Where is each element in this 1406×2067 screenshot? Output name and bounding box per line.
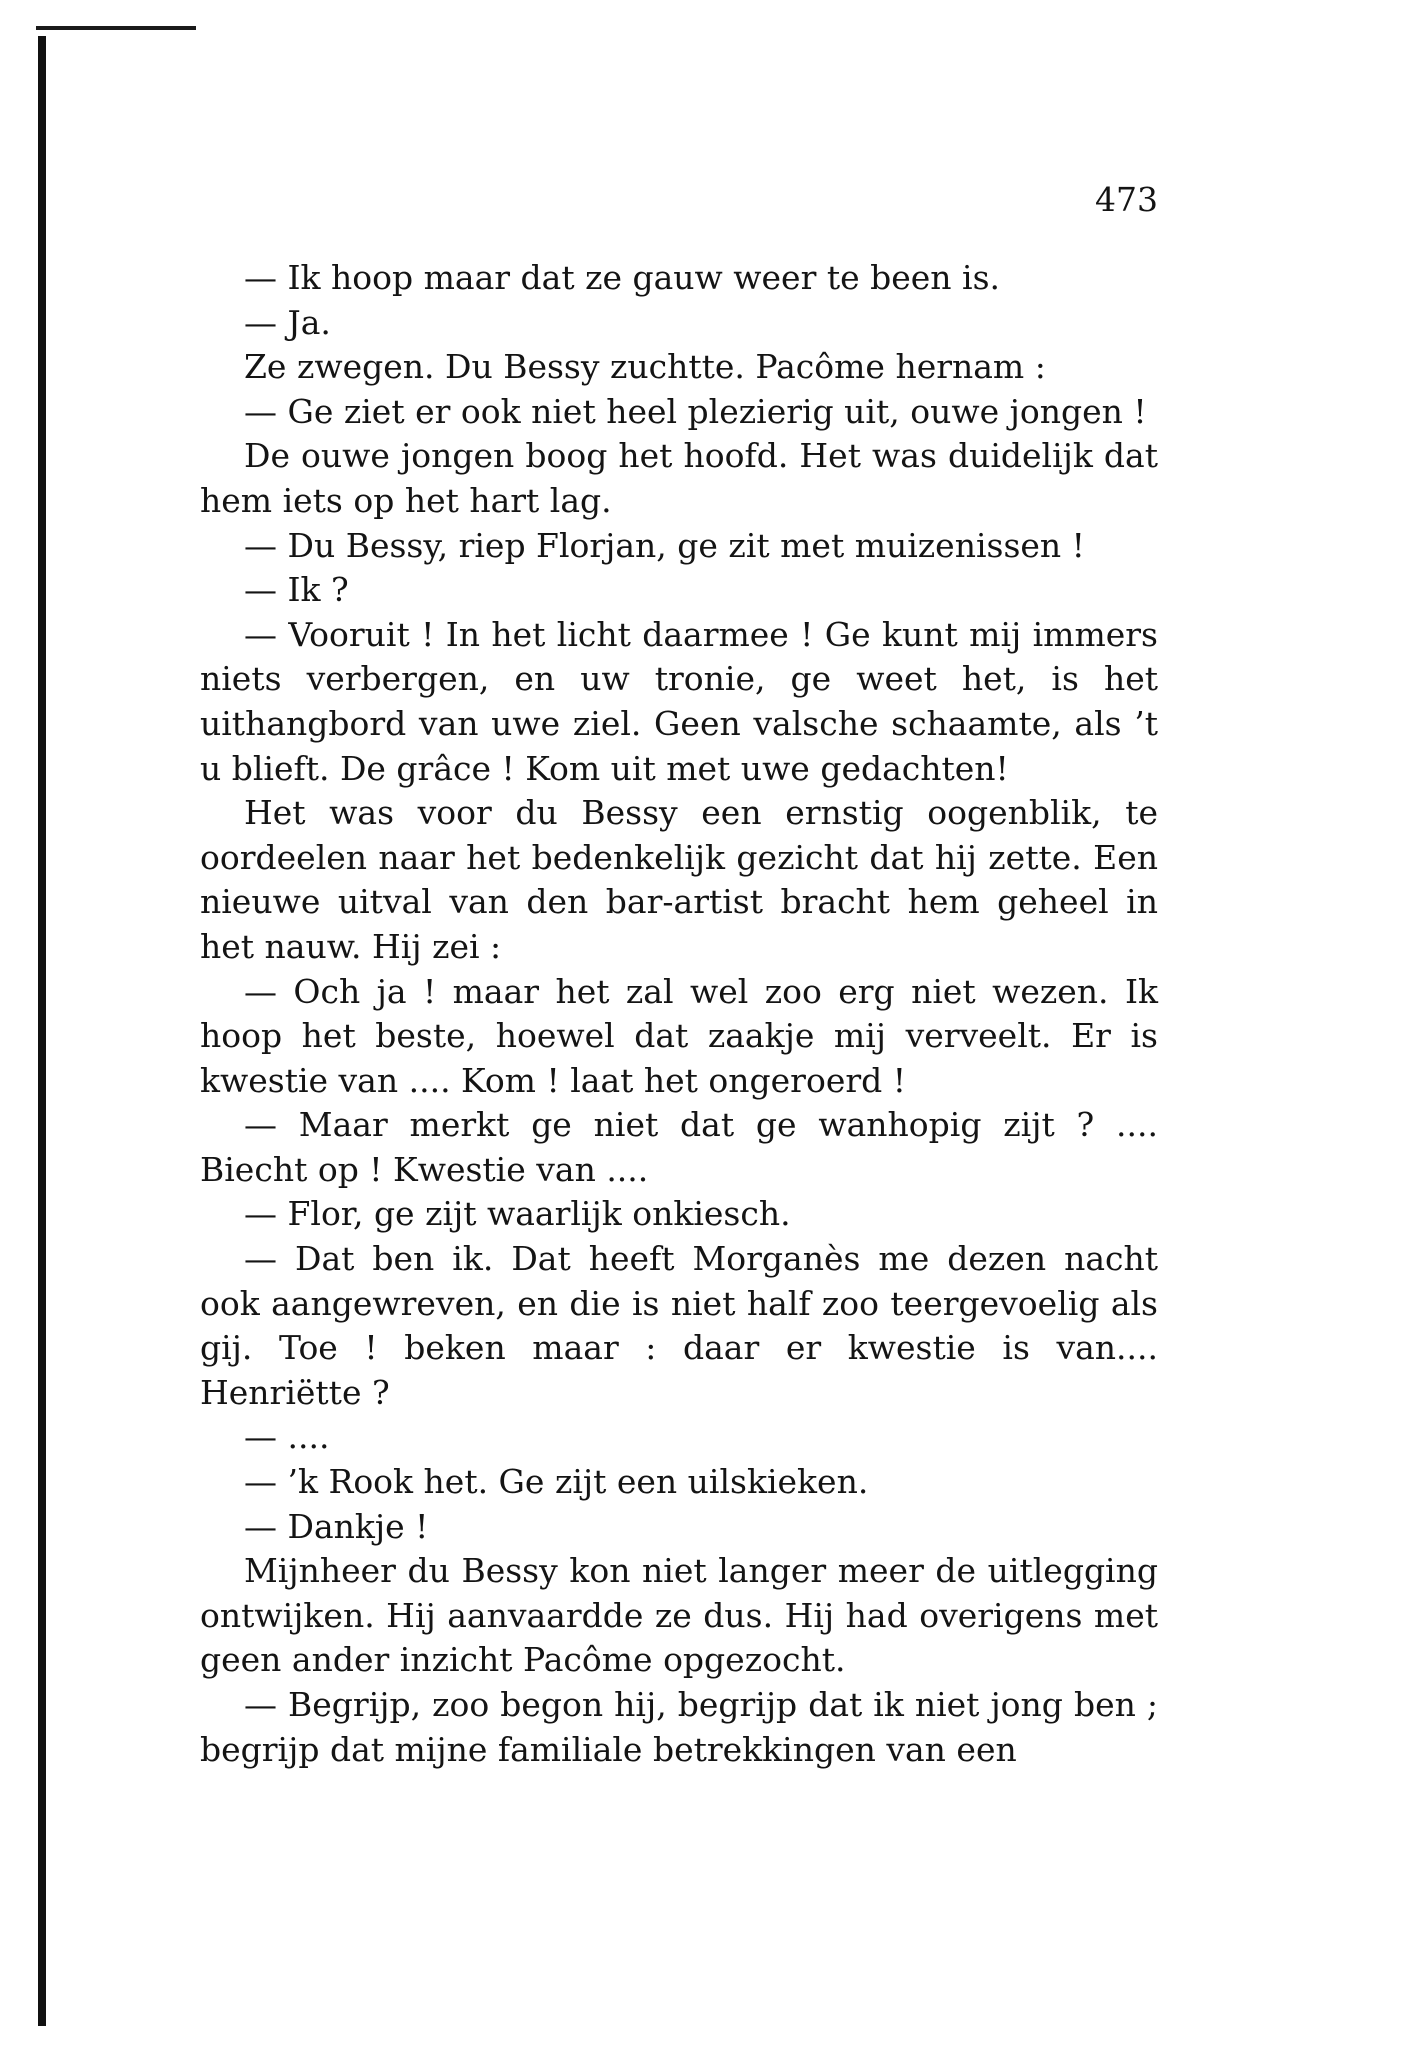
paragraph: — Du Bessy, riep Florjan, ge zit met muizenissen !	[244, 525, 1085, 565]
paragraph: — Maar merkt ge niet dat ge wanhopig zijt ? .... Biecht op ! Kwestie van ....	[200, 1105, 1158, 1189]
paragraph: Ze zwegen. Du Bessy zuchtte. Pacôme hernam :	[244, 347, 1046, 387]
body-text	[200, 256, 1158, 1772]
paragraph: — Och ja ! maar het zal wel zoo erg niet wezen. Ik hoop het beste, hoewel dat zaakje mij verveelt. Er is kwestie van .... Kom ! laat het ongeroerd !	[200, 971, 1158, 1100]
paragraph: — ....	[244, 1417, 330, 1457]
paragraph: — Dankje !	[244, 1506, 429, 1546]
paragraph: — ’k Rook het. Ge zijt een uilskieken.	[244, 1462, 869, 1502]
paragraph: — Dat ben ik. Dat heeft Morganès me dezen nacht ook aangewreven, en die is niet half zoo teergevoelig als gij. Toe ! beken maar : daar er kwestie is van.... Henriëtte ?	[200, 1239, 1158, 1412]
paragraph: — Ja.	[244, 302, 331, 342]
paragraph: — Ge ziet er ook niet heel plezierig uit, ouwe jongen !	[244, 391, 1147, 431]
page-number: 473	[1095, 180, 1158, 219]
book-spine-edge	[38, 36, 46, 2026]
paragraph: — Ik hoop maar dat ze gauw weer te been is.	[244, 258, 1001, 297]
top-edge-rule	[36, 26, 196, 30]
paragraph: Mijnheer du Bessy kon niet langer meer de uitlegging ontwijken. Hij aanvaardde ze dus. Hij had overigens met geen ander inzicht Pacôme opgezocht.	[200, 1551, 1158, 1680]
paragraph: Het was voor du Bessy een ernstig oogenblik, te oordeelen naar het bedenkelijk gezicht dat hij zette. Een nieuwe uitval van den bar-artist bracht hem geheel in het nauw. Hij zei :	[200, 793, 1158, 966]
paragraph: — Begrijp, zoo begon hij, begrijp dat ik niet jong ben ; begrijp dat mijne familiale betrekkingen van een	[200, 1685, 1158, 1769]
paragraph: — Vooruit ! In het licht daarmee ! Ge kunt mij immers niets verbergen, en uw tronie, ge weet het, is het uithangbord van uwe ziel. Geen valsche schaamte, als ’t u blieft. De grâce ! Kom uit met uwe gedachten!	[200, 614, 1158, 788]
paragraph: — Flor, ge zijt waarlijk onkiesch.	[244, 1194, 791, 1234]
paragraph: — Ik ?	[244, 570, 349, 610]
paragraph: De ouwe jongen boog het hoofd. Het was duidelijk dat hem iets op het hart lag.	[200, 436, 1158, 520]
